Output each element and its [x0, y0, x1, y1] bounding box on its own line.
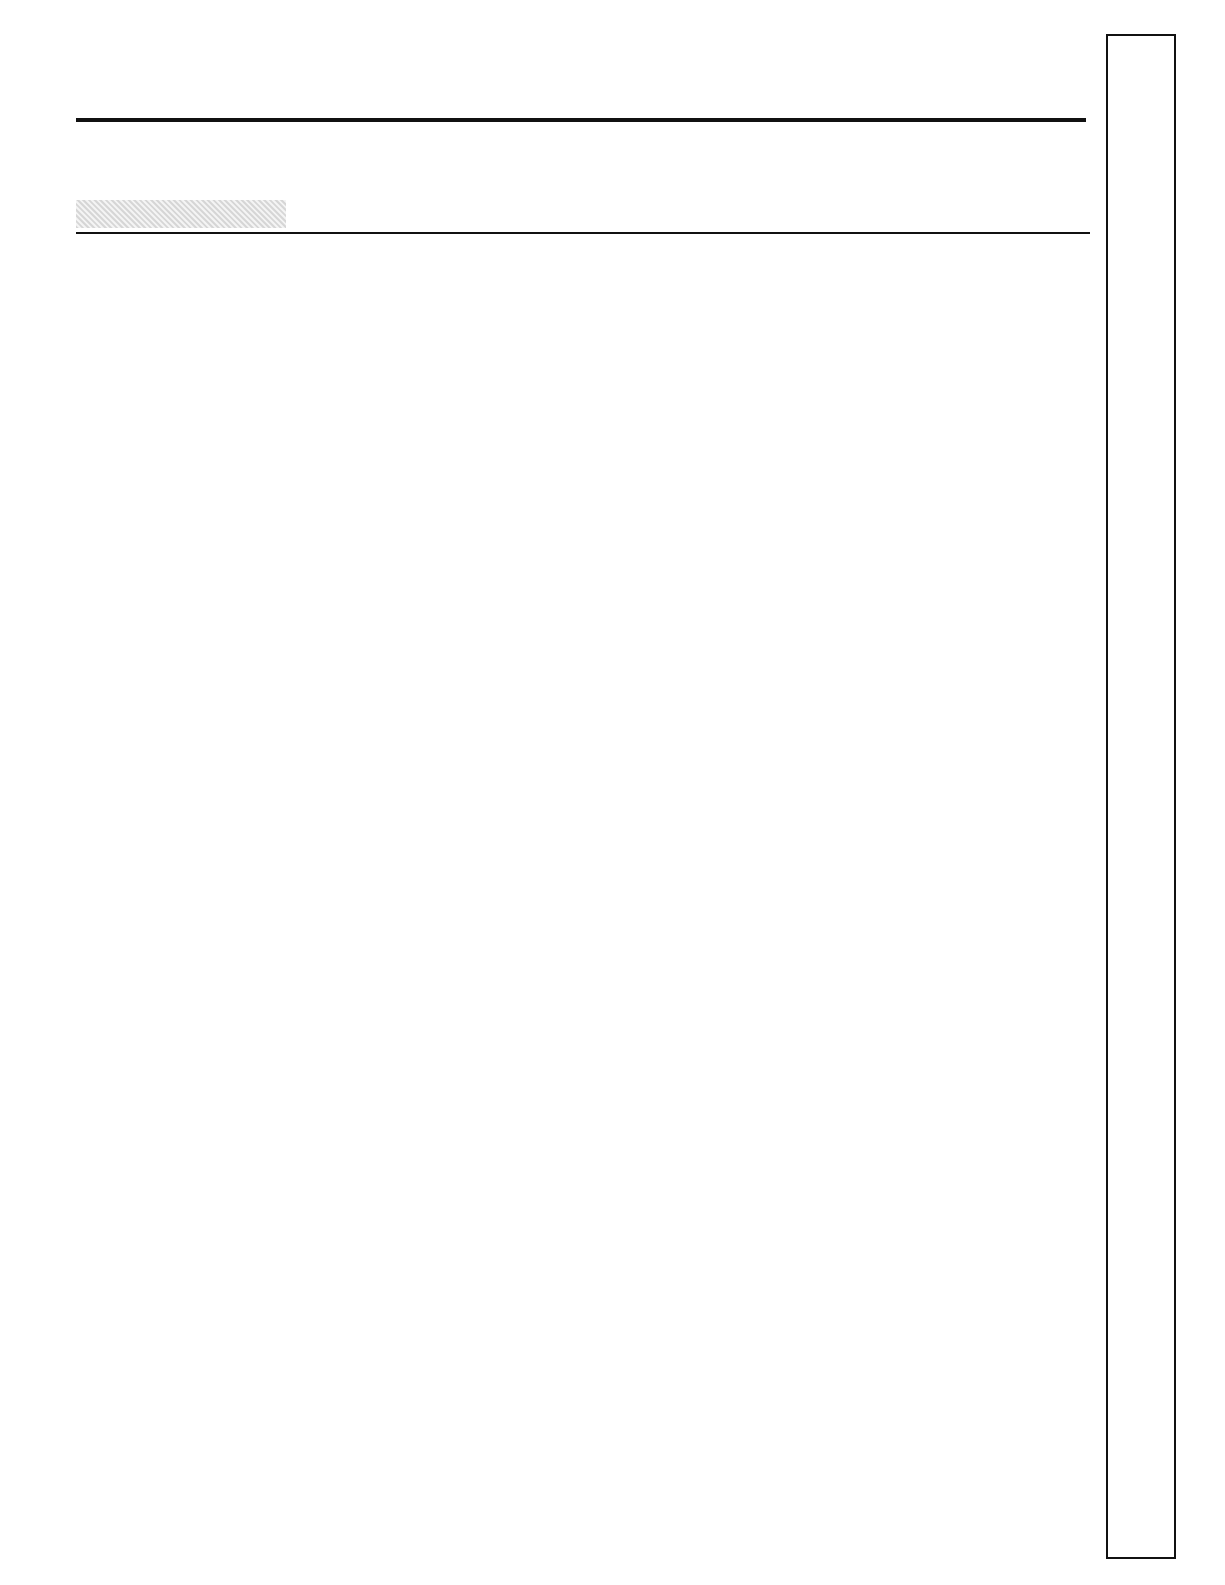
table-header: [76, 198, 1090, 234]
problem-header-cell: [76, 200, 286, 228]
title-rule: [76, 118, 1086, 122]
section-tabs: [1106, 34, 1176, 1559]
troubleshooting-table: [76, 198, 1090, 234]
